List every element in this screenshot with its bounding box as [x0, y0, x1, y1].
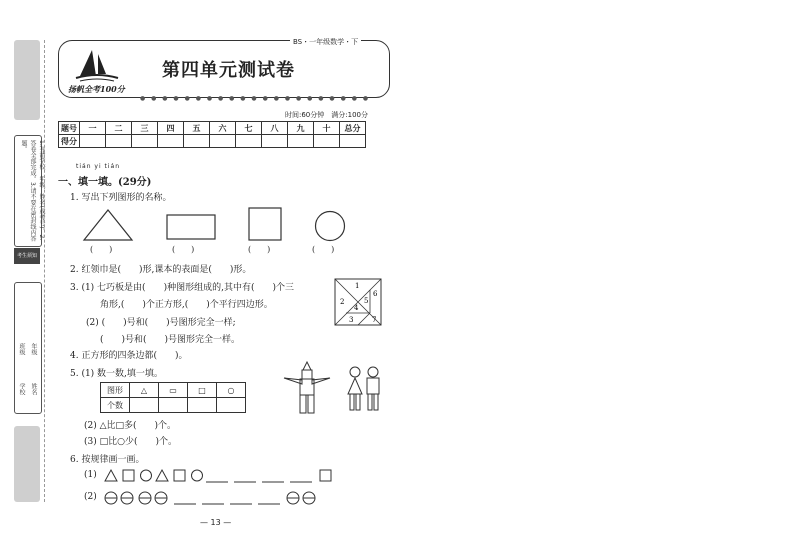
count-row-label: 个数 — [101, 398, 130, 413]
question-4: 4. 正方形的四条边都( )。 — [70, 351, 188, 361]
count-header-row — [101, 383, 246, 398]
count-header-cell: △ — [130, 383, 159, 398]
sidebar-fields-block — [14, 282, 42, 414]
count-table — [100, 382, 246, 413]
tangram-label: 5 — [364, 297, 369, 305]
score-row-label: 得分 — [59, 135, 80, 148]
question-3d: ( )号和( )号图形完全一样。 — [100, 335, 241, 345]
score-cell[interactable] — [262, 135, 288, 148]
tangram-label: 6 — [373, 290, 378, 298]
score-header-cell: 十 — [314, 122, 340, 135]
pattern-1-shapes — [104, 468, 344, 484]
question-6: 6. 按规律画一画。 — [70, 455, 145, 465]
sidebar-bottom-block — [14, 426, 40, 502]
tangram-label: 1 — [355, 282, 360, 290]
score-header-cell: 三 — [132, 122, 158, 135]
pattern-1-label: (1) — [84, 470, 97, 480]
answer-blank[interactable]: ( ) — [312, 245, 335, 254]
sidebar-field-name: 姓名 — [30, 383, 37, 395]
score-header-cell: 八 — [262, 122, 288, 135]
question-5b: (2) △比□多( )个。 — [84, 421, 177, 431]
score-cell[interactable] — [184, 135, 210, 148]
score-cell[interactable] — [80, 135, 106, 148]
section-title: 一、填一填。(29分) — [58, 177, 152, 188]
answer-blank[interactable]: ( ) — [172, 245, 195, 254]
count-header-cell: □ — [188, 383, 217, 398]
score-header-cell: 九 — [288, 122, 314, 135]
rectangle-shape — [166, 214, 216, 240]
score-header-cell: 四 — [158, 122, 184, 135]
score-row — [59, 135, 366, 148]
score-header-cell: 二 — [106, 122, 132, 135]
sidebar-tag — [14, 248, 40, 264]
section-pinyin: tián yi tián — [76, 163, 121, 170]
sidebar-notice-block — [14, 135, 45, 247]
score-header-cell: 七 — [236, 122, 262, 135]
page-number: — 13 — — [200, 518, 232, 527]
score-cell[interactable] — [236, 135, 262, 148]
question-3b: 角形,( )个正方形,( )个平行四边形。 — [100, 300, 273, 310]
score-cell[interactable] — [288, 135, 314, 148]
shape-robot-figure — [282, 360, 332, 416]
count-row — [101, 398, 246, 413]
answer-blank[interactable]: ( ) — [90, 245, 113, 254]
sidebar-field-grade: 年级 — [30, 343, 37, 355]
score-header-cell: 题号 — [59, 122, 80, 135]
seal-line — [44, 40, 45, 502]
tangram-figure — [334, 278, 382, 326]
pattern-2-label: (2) — [84, 492, 97, 502]
sidebar-notice-text: 1.写清学校、年级、姓名(或考号)。2.答卷全部完成。3.请不要在密封线内答题。 — [20, 140, 45, 242]
score-header-cell: 六 — [210, 122, 236, 135]
count-cell[interactable] — [188, 398, 217, 413]
score-cell[interactable] — [132, 135, 158, 148]
score-cell[interactable] — [314, 135, 340, 148]
brand-name: 扬帆全考100分 — [68, 84, 125, 94]
tangram-label: 3 — [349, 316, 354, 324]
triangle-shape — [82, 208, 134, 242]
score-header-cell: 一 — [80, 122, 106, 135]
grade-badge: BS・一年级数学・下 — [290, 37, 361, 47]
count-header-cell: 图形 — [101, 383, 130, 398]
shape-children-figure — [346, 366, 382, 412]
question-1: 1. 写出下列图形的名称。 — [70, 193, 172, 203]
page-title: 第四单元测试卷 — [162, 60, 295, 81]
square-shape — [248, 207, 282, 241]
question-5c: (3) □比○少( )个。 — [84, 437, 177, 447]
score-table — [58, 121, 366, 148]
score-cell[interactable] — [340, 135, 366, 148]
sidebar-tag-label: 考生须知 — [16, 253, 37, 259]
count-cell[interactable] — [130, 398, 159, 413]
score-cell[interactable] — [210, 135, 236, 148]
tangram-label: 4 — [354, 304, 359, 312]
score-cell[interactable] — [158, 135, 184, 148]
count-cell[interactable] — [217, 398, 246, 413]
question-2: 2. 红领巾是( )形,课本的表面是( )形。 — [70, 265, 252, 275]
circle-shape — [314, 210, 346, 242]
score-header-row — [59, 122, 366, 135]
count-cell[interactable] — [159, 398, 188, 413]
time-limit: 时间:60分钟 满分:100分 — [285, 111, 368, 119]
count-header-cell: ▭ — [159, 383, 188, 398]
sailboat-logo — [72, 46, 122, 84]
question-5: 5. (1) 数一数,填一填。 — [70, 369, 163, 379]
score-header-cell: 五 — [184, 122, 210, 135]
question-3a: 3. (1) 七巧板是由( )种图形组成的,其中有( )个三 — [70, 283, 294, 293]
count-header-cell: ○ — [217, 383, 246, 398]
pattern-2-shapes — [104, 490, 344, 506]
tangram-label: 2 — [340, 298, 345, 306]
score-cell[interactable] — [106, 135, 132, 148]
answer-blank[interactable]: ( ) — [248, 245, 271, 254]
question-3c: (2) ( )号和( )号图形完全一样; — [86, 318, 236, 328]
sidebar-top-block — [14, 40, 40, 120]
sidebar-field-school: 学校 — [18, 383, 25, 395]
sidebar-field-class: 班级 — [18, 343, 25, 355]
decorative-dots: ● ● ● ● ● ● ● ● ● ● ● ● ● ● ● ● ● ● ● ● ● — [140, 95, 371, 102]
score-header-cell: 总分 — [340, 122, 366, 135]
tangram-label: 7 — [372, 316, 377, 324]
